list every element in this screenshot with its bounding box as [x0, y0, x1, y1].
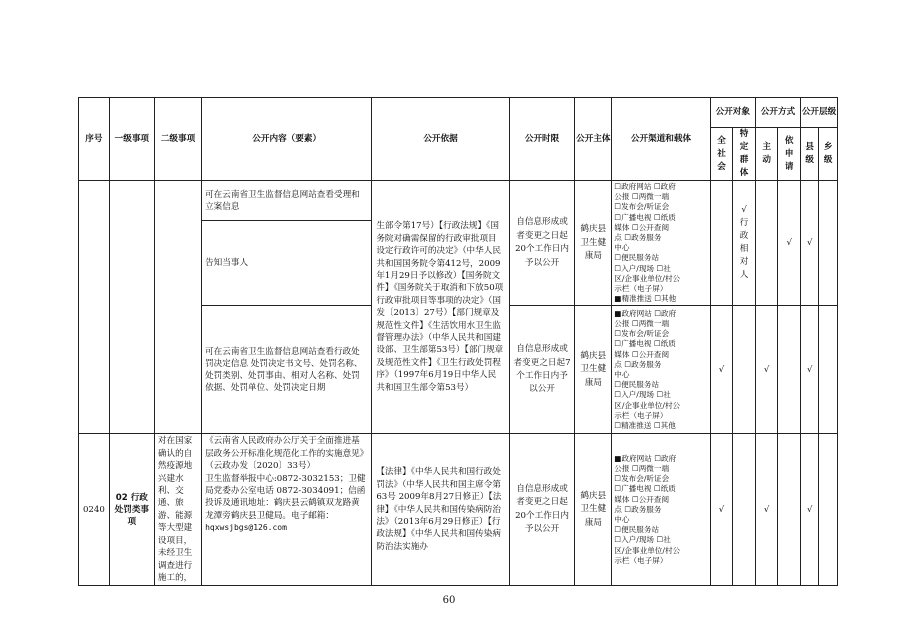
channel-line: ☐入户/现场 ☐社 [614, 390, 671, 400]
level-town-r3 [819, 306, 838, 434]
channel-line: 示栏（电子屏） [614, 410, 668, 420]
header-subject: 公开主体 [575, 98, 612, 181]
channel-line: ☐广播电视 ☐纸质 [614, 484, 676, 494]
subject-r3: 鹤庆县卫生健康局 [575, 306, 612, 434]
header-method-active: 主动 [762, 142, 771, 165]
content-r1: 可在云南省卫生监督信息网站查看受理和立案信息 [202, 181, 372, 221]
content-r4-contact: 卫生监督举报中心:0872-3032153；卫健局党委办公室电话 0872-3034091；信函投诉及通讯地址：鹤庆县云鹤镇双龙路黄龙潭旁鹤庆县卫健局。电子邮箱： [205, 473, 366, 521]
channel-r3 [612, 306, 710, 434]
page-number: 60 [442, 595, 456, 606]
header-target-all: 全社会 [717, 135, 726, 172]
content-r4-policy: 《云南省人民政府办公厅关于全面推进基层政务公开标准化规范化工作的实施意见》（云政办发〔2020〕33号） [205, 436, 365, 472]
subject-r4: 鹤庆县卫生健康局 [575, 434, 612, 586]
channel-line: 公报 ☐两微一端 [614, 463, 670, 473]
header-level: 公开层级 [801, 98, 838, 128]
channel-line: 媒体 ☐公开查阅 [614, 349, 670, 359]
channel-line: ■精准推送 ☐其他 [614, 294, 677, 304]
channel-line: ☐精准推送 ☐其他 [614, 420, 676, 430]
channel-line: 中心 [614, 369, 630, 379]
content-r4-email: hqxwsjbgs@126.com [205, 523, 287, 533]
method-active-r3: √ [755, 306, 778, 434]
level-town-r1 [819, 181, 838, 306]
channel-line: ☐便民服务站 [614, 525, 660, 535]
header-time: 公开时限 [509, 98, 575, 181]
channel-line: 点 ☐政务服务 [614, 233, 662, 243]
subject-r1: 鹤庆县卫生健康局 [575, 181, 612, 306]
level-town-r4 [819, 434, 838, 586]
method-apply-r4 [778, 434, 801, 586]
level2-cell-empty [154, 181, 201, 434]
content-r4 [202, 434, 372, 586]
method-apply-r1: √ [778, 181, 801, 306]
channel-line: ☐便民服务站 [614, 253, 660, 263]
header-seq: 序号 [79, 98, 110, 181]
header-method-apply: 依申请 [784, 135, 794, 172]
channel-line: 区/企事业单位/村公 [614, 545, 681, 555]
time-r3: 自信息形成或者变更之日起7个工作日内予以公开 [509, 306, 575, 434]
channel-line: 区/企事业单位/村公 [614, 400, 681, 410]
channel-r4 [612, 434, 710, 586]
target-all-r3: √ [710, 306, 733, 434]
channel-line: 媒体 ☐公开查阅 [614, 494, 670, 504]
level-county-r1: √ [801, 181, 819, 306]
channel-line: ☐入户/现场 ☐社 [614, 535, 671, 545]
target-all-r1 [710, 181, 733, 306]
level-county-r3: √ [801, 306, 819, 434]
header-target: 公开对象 [710, 98, 755, 128]
target-specific-r1: √行政相对人 [733, 181, 756, 306]
header-level1: 一级事项 [109, 98, 154, 181]
header-level-county: 县级 [805, 142, 815, 165]
channel-line: 点 ☐政务服务 [614, 359, 662, 369]
channel-line: ☐入户/现场 ☐社 [614, 263, 671, 273]
level2-r4: 对在国家确认的自然疫源地兴建水利、交通、旅游、能源等大型建设项目，未经卫生调查进行施工的， [154, 434, 201, 586]
target-all-r4: √ [710, 434, 733, 586]
header-content: 公开内容（要素） [202, 98, 372, 181]
channel-line: ☐便民服务站 [614, 380, 660, 390]
channel-line: 示栏（电子屏） [614, 284, 668, 294]
level1-cell-empty [109, 181, 154, 434]
time-r1: 自信息形成或者变更之日起20个工作日内予以公开 [509, 181, 575, 306]
time-r4: 自信息形成或者变更之日起20个工作日内予以公开 [509, 434, 575, 586]
channel-line: 公报 ☐两微一端 [614, 192, 670, 202]
method-active-r1 [755, 181, 778, 306]
channel-line: ☐发布会/听证会 [614, 329, 670, 339]
channel-line: 点 ☐政务服务 [614, 504, 662, 514]
channel-line: ☐政府网站 ☐政府 [614, 182, 676, 191]
channel-line: 中心 [614, 514, 630, 524]
header-target-specific: 特定群体 [739, 129, 749, 178]
channel-r1 [612, 181, 710, 306]
channel-line: 示栏（电子屏） [614, 555, 668, 565]
channel-line: 区/企事业单位/村公 [614, 273, 681, 283]
level1-r4: 02 行政处罚类事项 [109, 434, 154, 586]
method-active-r4: √ [755, 434, 778, 586]
channel-line: ☐发布会/听证会 [614, 202, 670, 212]
target-specific-r4 [733, 434, 756, 586]
header-level-town: 乡级 [823, 142, 833, 165]
content-r2: 告知当事人 [202, 221, 372, 306]
seq-r4: 0240 [79, 434, 110, 586]
seq-cell-empty [79, 181, 110, 434]
level-county-r4: √ [801, 434, 819, 586]
channel-line: ■政府网站 ☐政府 [614, 453, 677, 463]
content-r3: 可在云南省卫生监督信息网站查看行政处罚决定信息 处罚决定书文号、处罚名称、处罚类别、处罚事由、相对人名称、处罚依据、处罚单位、处罚决定日期 [202, 306, 372, 434]
channel-line: ☐发布会/听证会 [614, 474, 670, 484]
basis-r4: 【法律】《中华人民共和国行政处罚法》（中华人民共和国主席令第63号 2009年8月27日修正）【法律】《中华人民共和国传染病防治法》（2013年6月29日修正）【行政法规】《中华人民共和国传染病防治法实施办 [372, 434, 509, 586]
header-level2: 二级事项 [154, 98, 201, 181]
channel-line: ☐广播电视 ☐纸质 [614, 339, 676, 349]
basis-r1: 生部令第17号）【行政法规】《国务院对确需保留的行政审批项目设定行政许可的决定》（中华人民共和国国务院令第412号，2009年1月29日予以修改）【国务院文件】《国务院关于取消和下放50项行政审批项目等事项的决定》（国发〔2013〕27号）【部门规章及规范性文件】《生活饮用水卫生监督管理办法》（中华人民共和国建设部、卫生部第53号）【部门规章及规范性文件】《卫生行政处罚程序》（1997年6月19日中华人民共和国卫生部令第53号） [372, 181, 509, 434]
channel-line: ■政府网站 ☐政府 [614, 308, 677, 318]
channel-line: 中心 [614, 243, 630, 253]
channel-line: 公报 ☐两微一端 [614, 318, 670, 328]
header-method: 公开方式 [755, 98, 800, 128]
channel-line: ☐广播电视 ☐纸质 [614, 212, 676, 222]
header-basis: 公开依据 [372, 98, 509, 181]
method-apply-r3 [778, 306, 801, 434]
disclosure-table [78, 97, 838, 586]
header-channel: 公开渠道和载体 [612, 98, 710, 181]
target-specific-r3 [733, 306, 756, 434]
channel-line: 媒体 ☐公开查阅 [614, 222, 670, 232]
